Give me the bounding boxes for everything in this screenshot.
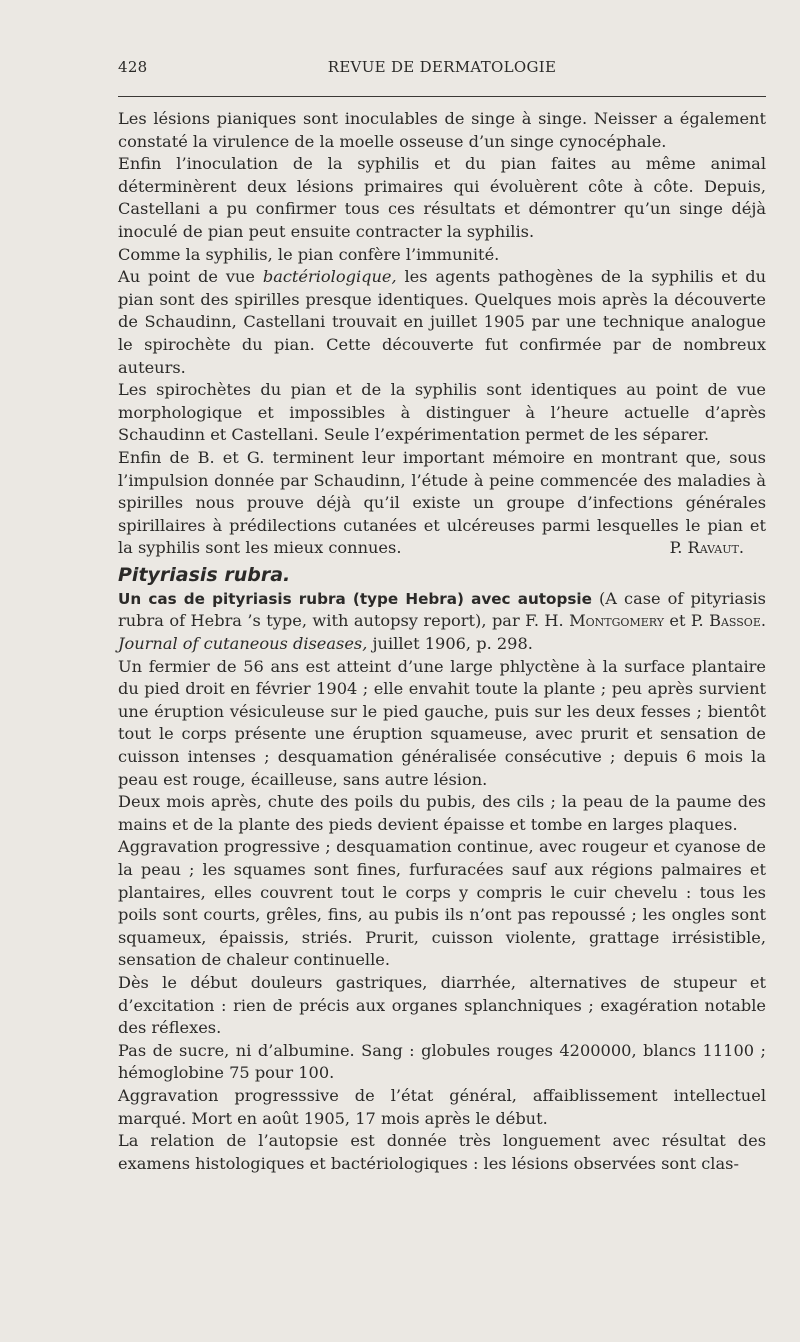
paragraph-case-4: Dès le début douleurs gastriques, diarrhée, alternatives de stupeur et d’excitation : rien de précis aux organes splanchniques ; exagération notable des réflexes. (118, 972, 766, 1038)
paragraph-case-5: Pas de sucre, ni d’albumine. Sang : globules rouges 4200000, blancs 11100 ; hémoglobine 75 pour 100. (118, 1040, 766, 1083)
running-header (118, 58, 766, 82)
paragraph-case-2: Deux mois après, chute des poils du pubis, des cils ; la peau de la paume des mains et de la plante des pieds devient épaisse et tombe en larges plaques. (118, 792, 766, 834)
signature-ravaut: P. Ravaut. (669, 538, 744, 558)
section-title: Pityriasis rubra. (118, 563, 291, 586)
running-title: REVUE DE DERMATOLOGIE (327, 58, 557, 76)
article-journal: Journal of cutaneous diseases, (118, 634, 368, 654)
article-and: et P. (663, 611, 710, 631)
bacterio-italic: bactériologique, (262, 267, 397, 287)
paragraph-conclusion (118, 447, 766, 560)
page-number: 428 (118, 58, 148, 76)
bacterio-before: Au point de vue (118, 267, 263, 287)
paragraph-spirochetes: Les spirochètes du pian et de la syphilis sont identiques au point de vue morphologique et impossibles à distinguer à l’heure actuelle d’après Schaudinn et Castellani. Seule l’expérimentation permet de les séparer. (118, 380, 766, 445)
article-date: juillet 1906, p. 298. (367, 634, 533, 654)
paragraph-inoculation: Les lésions pianiques sont inoculables de singe à singe. Neisser a également constaté la virulence de la moelle osseuse d’un singe cynocéphale. (118, 109, 766, 151)
paragraph-case-1: Un fermier de 56 ans est atteint d’une large phlyctène à la surface plantaire du pied droit en février 1904 ; elle envahit toute la plante ; peu après survient une éruption vésiculeuse sur le pied gauche, puis sur les deux fesses ; bientôt tout le corps présente une éruption squameuse, avec prurit et sensation de cuisson intenses ; desquamation généralisée consécutive ; depuis 6 mois la peau est rouge, écailleuse, sans autre lésion. (118, 656, 766, 789)
article-title: Un cas de pityriasis rubra (type Hebra) avec autopsie (118, 589, 592, 608)
bacterio-after: les agents pathogènes de la syphilis et du pian sont des spirilles presque identiques. Quelques mois après la découverte de Schaudinn, Castellani trouvait en juillet 1905 par une technique analogue le spirochète du pian. Cette découverte fut confirmée par de nombreux auteurs. (118, 267, 766, 377)
article-author-1: Montgomery (569, 611, 664, 631)
paragraph-bacteriology (118, 266, 766, 379)
article-author-2: Bassoe (709, 611, 761, 631)
page-body (118, 108, 766, 1175)
paragraph-case-7: La relation de l’autopsie est donnée très longuement avec résultat des examens histologiques et bactériologiques : les lésions observées sont clas- (118, 1131, 766, 1173)
article-reference: Un cas de pityriasis rubra (type Hebra) avec autopsie (A case of pityriasis rubra of Hebra ’s type, with autopsy report), par F. H. Montgomery et P. Bassoe. Journal of cutaneous diseases, juillet 1906, p. 298. (118, 588, 766, 654)
header-rule (118, 96, 766, 97)
paragraph-case-6: Aggravation progresssive de l’état général, affaiblissement intellectuel marqué. Mort en août 1905, 17 mois après le début. (118, 1085, 766, 1128)
conclusion-text: Enfin de B. et G. terminent leur important mémoire en montrant que, sous l’impulsion donnée par Schaudinn, l’étude à peine commencée des maladies à spirilles nous prouve déjà qu’il existe un groupe d’infections générales spirillaires à prédilections cutanées et ulcéreuses parmi lesquelles le pian et la syphilis sont les mieux connues. (118, 447, 766, 558)
paragraph-case-3: Aggravation progressive ; desquamation continue, avec rougeur et cyanose de la peau ; les squames sont fines, furfuracées sauf aux régions palmaires et plantaires, elles couvrent tout le corps y compris le cuir chevelu : tous les poils sont courts, grêles, fins, au pubis ils n’ont pas repoussé ; les ongles sont squameux, épaissis, striés. Prurit, cuisson violente, grattage irrésistible, sensation de chaleur continuelle. (118, 837, 766, 970)
article-english-title: (A case of pityriasis rubra of Hebra ’s type, with autopsy report), par F. H. (118, 588, 766, 631)
paragraph-immunity: Comme la syphilis, le pian confère l’immunité. (118, 244, 500, 264)
paragraph-inoculation-2: Enfin l’inoculation de la syphilis et du pian faites au même animal déterminèrent deux lésions primaires qui évoluèrent côte à côte. Depuis, Castellani a pu confirmer tous ces résultats et démontrer qu’un singe déjà inoculé de pian peut ensuite contracter la syphilis. (118, 154, 766, 241)
